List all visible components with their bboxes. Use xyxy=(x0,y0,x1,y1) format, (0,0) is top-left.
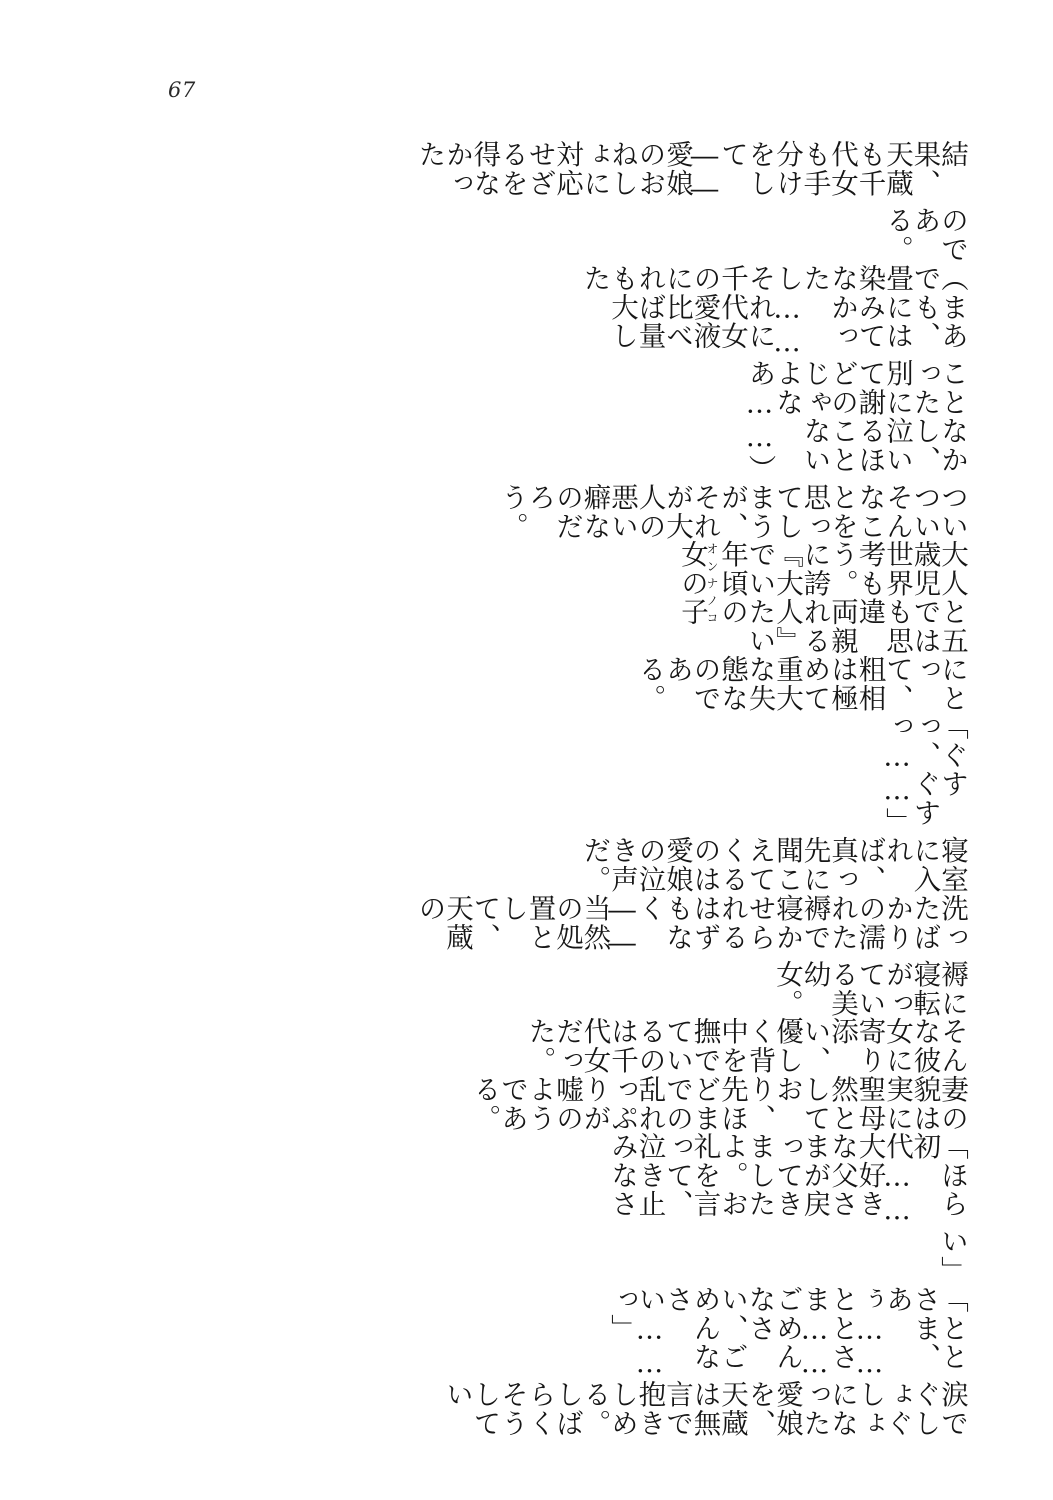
vertical-text-body xyxy=(413,140,968,1438)
text-column: 「ぐすっ、ぐすっ……」 xyxy=(881,712,968,837)
text-column: ついついそんなことを思ってしまうが、それが大人の悪い癖なのだろう。 xyxy=(496,482,968,541)
text-column: 「ほら初代……大好きな父さまが戻ってきましたよ。お礼を言って、泣き止みなさ xyxy=(606,1132,968,1228)
text-column: 洗ったばかりの濡れた褥で寝かせられるはずもなく――当然の処置として、天蔵の xyxy=(413,893,968,960)
text-column: 妻の貌は実に聖母然としており、先ほどまでの乱れっぷりが嘘のようである。 xyxy=(468,1074,968,1133)
text-column: 寝室に入れば、真っ先に聞こえてくるのは愛娘の泣き声だ。 xyxy=(578,836,968,894)
text-column: い」 xyxy=(936,1227,968,1285)
text-column: 結果、天蔵も千代女も手分けをして――愛娘のおねしょに対応せざるを得なかった xyxy=(413,140,968,207)
text-column: 「ととさま、あぅ……ととさま……ごめんなさい、ごめんなさい……っ」 xyxy=(606,1284,968,1380)
page-number: 67 xyxy=(168,78,196,102)
text-column: 褥に寝転がっている美幼女。 xyxy=(771,959,968,1018)
text-column: （まあでも、畳には染みてなかったし……それに千代女の愛液に比べれば量も大した xyxy=(578,263,968,359)
text-column: のである。 xyxy=(881,206,968,264)
text-column: にとって、粗相は極めて重大な失態なのである。 xyxy=(633,654,968,713)
text-column: 涙でぐしょぐしょになった愛娘を、天蔵は無言で抱きしめる。しばらくそうしてい xyxy=(441,1379,968,1438)
text-column: 大人と五歳児では世界も思考も違う。両親に誇れる『大人』でいたい年頃の女の子オンナノコ xyxy=(676,540,968,655)
text-column: ことなかったし、別に泣いて謝るほどのことじゃないよなあ……） xyxy=(743,358,968,483)
ruby-annotation: 女の子オンナノコ xyxy=(676,540,719,627)
text-column: そんな彼女に寄り添い、優しく背中を撫でているのは千代女だった。 xyxy=(523,1017,968,1075)
